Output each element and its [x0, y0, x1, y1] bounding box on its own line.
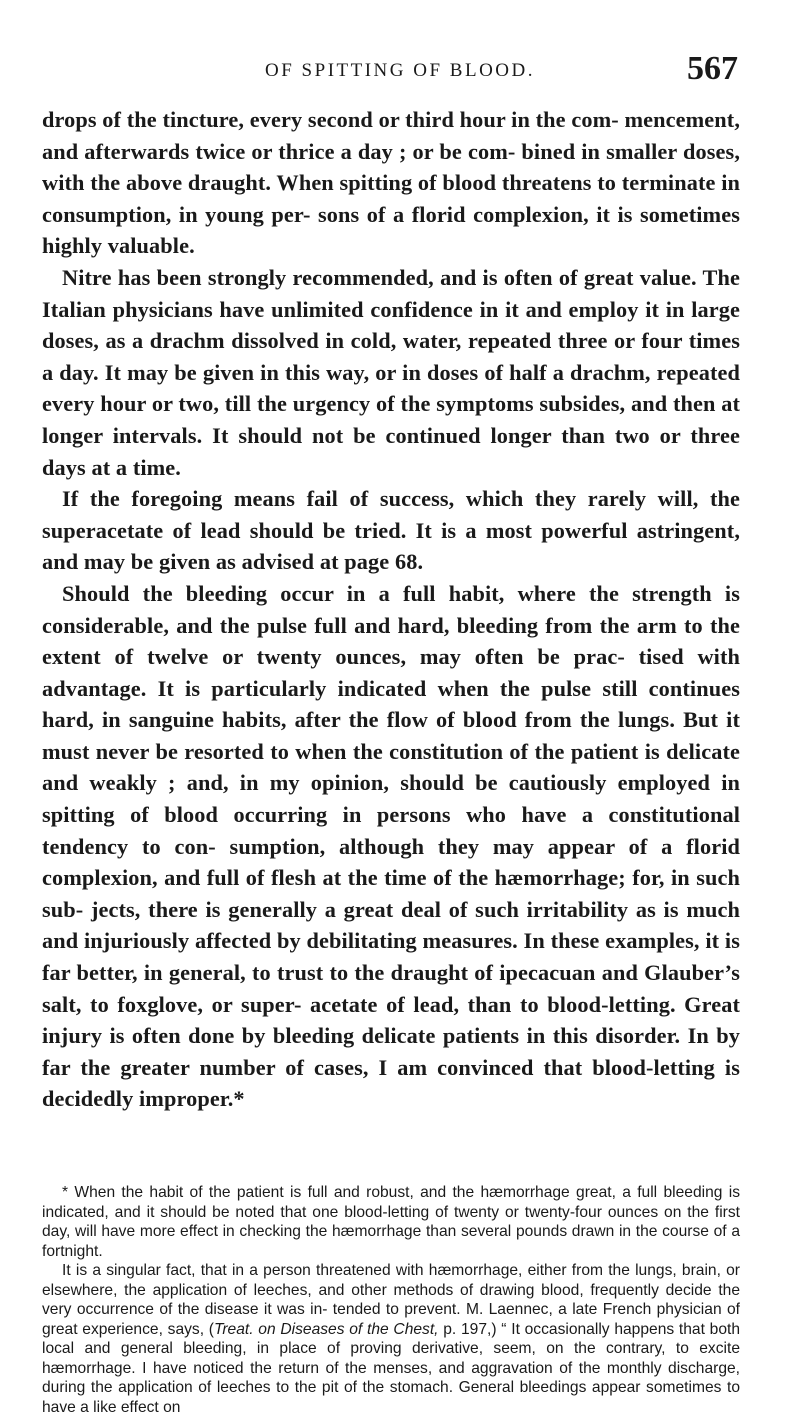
header-title: OF SPITTING OF BLOOD. [265, 60, 535, 81]
running-head [0, 50, 800, 98]
footnote-text-after-citation: p. 197,) “ It occasionally happens that both local and general bleeding, in place of proving derivative, seem, on the contrary, to excite hæmorrhage. I have noticed the return of the menses, and aggravation of the monthly discharge, during the application of leeches to the pit of the stomach. General bleedings appear sometimes to have a like effect on [42, 1320, 741, 1416]
citation-title: Treat. on Diseases of the Chest, [213, 1320, 439, 1338]
footnote-text-before-citation: It is a singular fact, that in a person threatened with hæmorrhage, either from the lungs, brain, or elsewhere, the application of leeches, and other methods of drawing blood, frequently decide the very occurrence of the disease it was in- tended to prevent. M. Laennec, a late French physician of great experience, says, ( [42, 1262, 740, 1338]
footnote-paragraph-1: * When the habit of the patient is full and robust, and the hæmorrhage great, a full bleeding is indicated, and it should be noted that one blood-letting of twenty or twenty-four ounces on the first day, will have more effect in checking the hæmorrhage than several pounds drawn in the course of a fortnight. [42, 1184, 740, 1260]
page-number: 567 [687, 50, 738, 87]
footnote-paragraph-2 [42, 1261, 740, 1417]
body-text [42, 104, 740, 1115]
paragraph-2: Nitre has been strongly recommended, and is often of great value. The Italian physicians have unlimited confidence in it and employ it in large doses, as a drachm dissolved in cold, water, repeated three or four times a day. It may be given in this way, or in doses of half a drachm, repeated every hour or two, till the urgency of the symptoms subsides, and then at longer intervals. It should not be continued longer than two or three days at a time. [42, 264, 740, 480]
footnote [42, 1183, 740, 1417]
paragraph-1: drops of the tincture, every second or third hour in the com- mencement, and afterwards twice or thrice a day ; or be com- bined in smaller doses, with the above draught. When spitting of blood threatens to terminate in consumption, in young per- sons of a florid complexion, it is sometimes highly valuable. [42, 107, 740, 259]
paragraph-3: If the foregoing means fail of success, which they rarely will, the superacetate of lead should be tried. It is a most powerful astringent, and may be given as advised at page 68. [42, 486, 740, 575]
paragraph-4: Should the bleeding occur in a full habit, where the strength is considerable, and the pulse full and hard, bleeding from the arm to the extent of twelve or twenty ounces, may often be prac- tised with advantage. It is particularly indicated when the pulse still continues hard, in sanguine habits, after the flow of blood from the lungs. But it must never be resorted to when the constitution of the patient is delicate and weakly ; and, in my opinion, should be cautiously employed in spitting of blood occurring in persons who have a constitutional tendency to con- sumption, although they may appear of a florid complexion, and full of flesh at the time of the hæmorrhage; for, in such sub- jects, there is generally a great deal of such irritability as is much and injuriously affected by debilitating measures. In these examples, it is far better, in general, to trust to the draught of ipecacuan and Glauber’s salt, to foxglove, or super- acetate of lead, than to blood-letting. Great injury is often done by bleeding delicate patients in this disorder. In by far the greater number of cases, I am convinced that blood-letting is decidedly improper.* [42, 580, 740, 1112]
